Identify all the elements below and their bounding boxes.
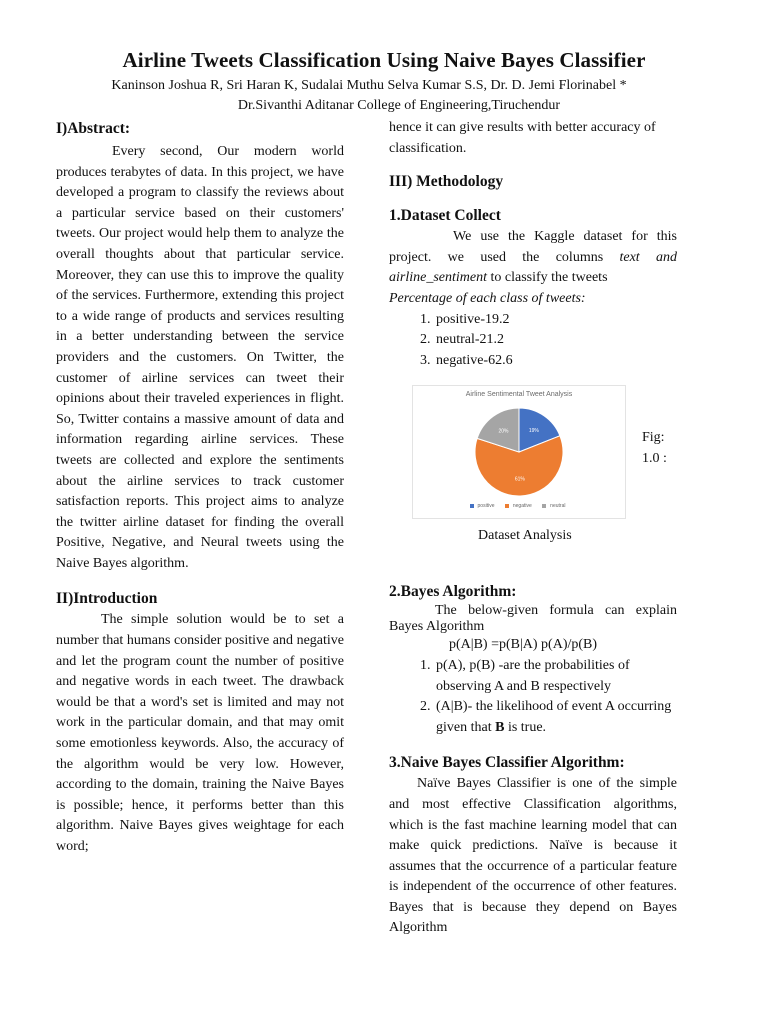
figure-label-line1: Fig: xyxy=(642,430,665,445)
percentage-label-text: Percentage of each class of tweets: xyxy=(389,290,586,306)
introduction-text: The simple solution would be to set a number that humans consider positive and negative and let the program count the number of positive and negative words in each tweet. The drawback would be that a word's set is limited and may not work in the particular domain, and that may omit some emotionless keywords. Also, the accuracy of the algorithm would be very low. However, according to the domain, training the Naive Bayes is possible; hence, it performs better than this algorithm. Naive Bayes gives weightage for each word; xyxy=(56,612,344,854)
chart-legend xyxy=(413,503,625,509)
figure-label-line2: 1.0 : xyxy=(642,450,667,466)
figure-label xyxy=(642,428,667,469)
abstract-text: Every second, Our modern world produces terabytes of data. In this project, we have developed a program to classify the reviews about a particular service based on their customers' tweets. Our project would help them to analyze the overall thoughts about that particular service. Moreover, they can use this to improve the quality of the services. Furthermore, extending this project to a wide range of products and services resulting in a better understanding between the service providers and the customers. On Twitter, the customer of airline services can tweet their opinions about their traveled experiences in flight. So, Twitter contains a massive amount of data and information regarding airline services. These tweets are collected and explore the sentiments about the airline services to track customer satisfaction reports. This project aims to analyze the twitter airline dataset for finding the overall Positive, Negative, and Neural tweets using the Naive Bayes algorithm. xyxy=(56,144,344,571)
introduction-continuation: hence it can give results with better accuracy of classification. xyxy=(389,120,656,156)
list-item: 3. negative-62.6 xyxy=(434,351,677,372)
paper-title: Airline Tweets Classification Using Naive Bayes Classifier xyxy=(122,48,646,72)
percentage-label xyxy=(389,289,677,310)
list-item: 1. positive-19.2 xyxy=(434,310,677,331)
affiliation: Dr.Sivanthi Aditanar College of Engineering,Tiruchendur xyxy=(237,98,561,113)
bayes-item2-post: is true. xyxy=(504,719,547,735)
bayes-intro xyxy=(389,603,677,635)
pie-chart xyxy=(413,386,625,518)
bayes-formula: p(A|B) =p(B|A) p(A)/p(B) xyxy=(449,637,598,653)
abstract-heading: I)Abstract: xyxy=(56,120,131,137)
list-item: 1. p(A), p(B) -are the probabilities of observing A and B respectively xyxy=(434,656,677,697)
introduction-heading: II)Introduction xyxy=(56,590,158,608)
dataset-and: and xyxy=(639,249,677,265)
list-item xyxy=(434,697,677,738)
dataset-text-pre: We use the Kaggle dataset for this project. we used the columns xyxy=(389,229,677,265)
methodology-heading: III) Methodology xyxy=(389,173,504,191)
bayes-intro-text: The below-given formula can explain Bayes Algorithm xyxy=(389,603,677,635)
left-column xyxy=(56,118,344,858)
naive-bayes-heading: 3.Naive Bayes Classifier Algorithm: xyxy=(389,754,625,772)
legend-entry-positive xyxy=(470,503,498,509)
legend-label: positive xyxy=(477,503,495,509)
dataset-column-text: text xyxy=(619,249,640,265)
dataset-text-post: to classify the tweets xyxy=(487,270,608,286)
figure-caption: Dataset Analysis xyxy=(478,528,572,543)
authors: Kaninson Joshua R, Sri Haran K, Sudalai Muthu Selva Kumar S.S, Dr. D. Jemi Florinabel * xyxy=(111,78,627,93)
legend-label: neutral xyxy=(550,503,566,509)
pie-data-label: 20% xyxy=(498,428,509,435)
pie-data-label: 19% xyxy=(528,428,539,435)
pie-data-label: 61% xyxy=(514,476,525,483)
bayes-list xyxy=(389,656,677,738)
dataset-heading: 1.Dataset Collect xyxy=(389,207,501,225)
naive-bayes-text: Naïve Bayes Classifier is one of the simple and most effective Classification algorithms, which is the fast machine learning model that can make quick predictions. Naïve is because it assumes that the occurrence of a particular feature is independent of the occurrence of other features. Bayes that is because they depend on Bayes Algorithm xyxy=(389,776,677,936)
legend-entry-negative xyxy=(505,503,535,509)
pie-chart-figure xyxy=(412,385,626,519)
bayes-item2-pre: (A|B)- the likelihood of event A occurring given that xyxy=(436,699,672,735)
bayes-item2-bold: B xyxy=(495,719,505,735)
bayes-heading: 2.Bayes Algorithm: xyxy=(389,583,517,601)
legend-entry-neutral xyxy=(542,503,568,509)
dataset-column-sentiment: airline_sentiment xyxy=(389,270,487,286)
chart-title: Airline Sentimental Tweet Analysis xyxy=(465,391,573,398)
legend-label: negative xyxy=(512,503,532,509)
list-item: 2. neutral-21.2 xyxy=(434,330,677,351)
class-percentage-list xyxy=(389,310,677,372)
dataset-text xyxy=(389,227,677,289)
